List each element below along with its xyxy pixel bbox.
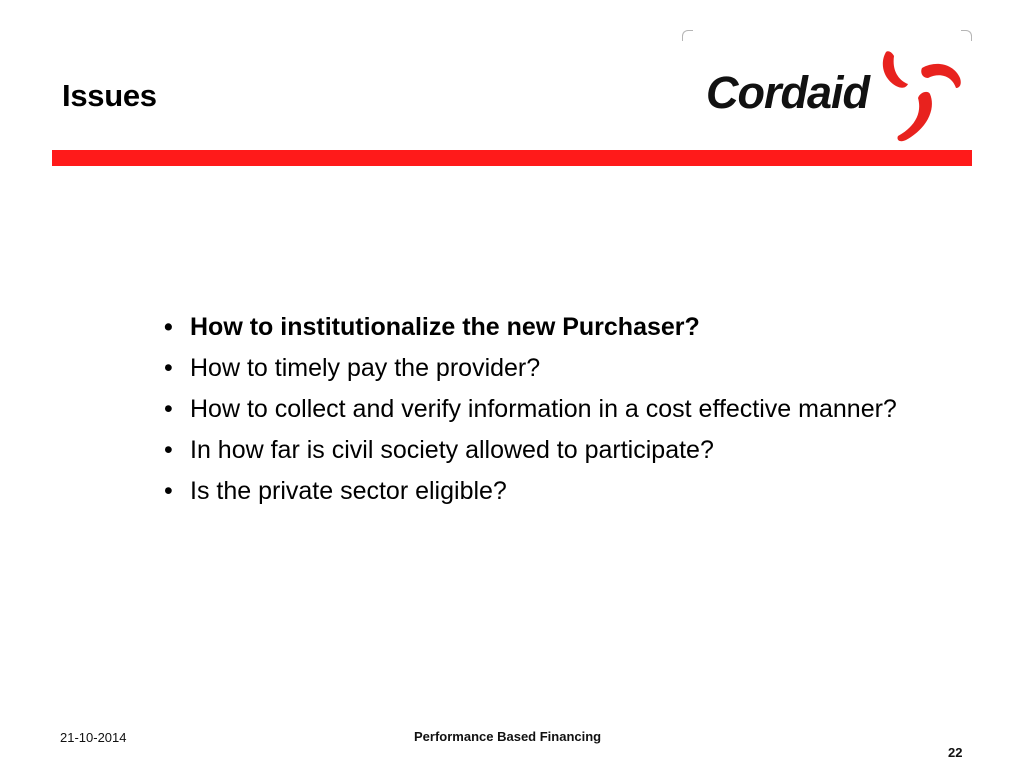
bullet-text: In how far is civil society allowed to participate? [190, 436, 714, 464]
bullet-text: How to institutionalize the new Purchaser? [190, 313, 700, 341]
cordaid-swirl-icon [876, 48, 962, 144]
bullet-item [164, 351, 904, 385]
bullet-text: Is the private sector eligible? [190, 477, 507, 505]
cordaid-logo [682, 30, 972, 150]
bullet-glyph: • [164, 436, 173, 464]
bullet-glyph: • [164, 354, 173, 382]
title-accent-bar [52, 150, 972, 166]
bullet-list [164, 310, 904, 515]
bullet-item [164, 392, 904, 426]
footer-title: Performance Based Financing [414, 729, 602, 744]
bullet-item [164, 433, 904, 467]
bullet-text: How to timely pay the provider? [190, 354, 541, 382]
slide-title: Issues [62, 78, 157, 113]
footer-date: 21-10-2014 [60, 730, 127, 745]
page-number: 22 [948, 745, 963, 760]
logo-frame-corner [961, 30, 972, 41]
logo-frame-corner [682, 30, 693, 41]
bullet-glyph: • [164, 477, 173, 505]
bullet-text: How to collect and verify information in a cost effective manner? [190, 395, 897, 423]
bullet-glyph: • [164, 395, 173, 423]
logo-wordmark: Cordaid [706, 67, 870, 118]
bullet-item [164, 310, 904, 344]
bullet-item [164, 474, 904, 508]
bullet-glyph: • [164, 313, 173, 341]
